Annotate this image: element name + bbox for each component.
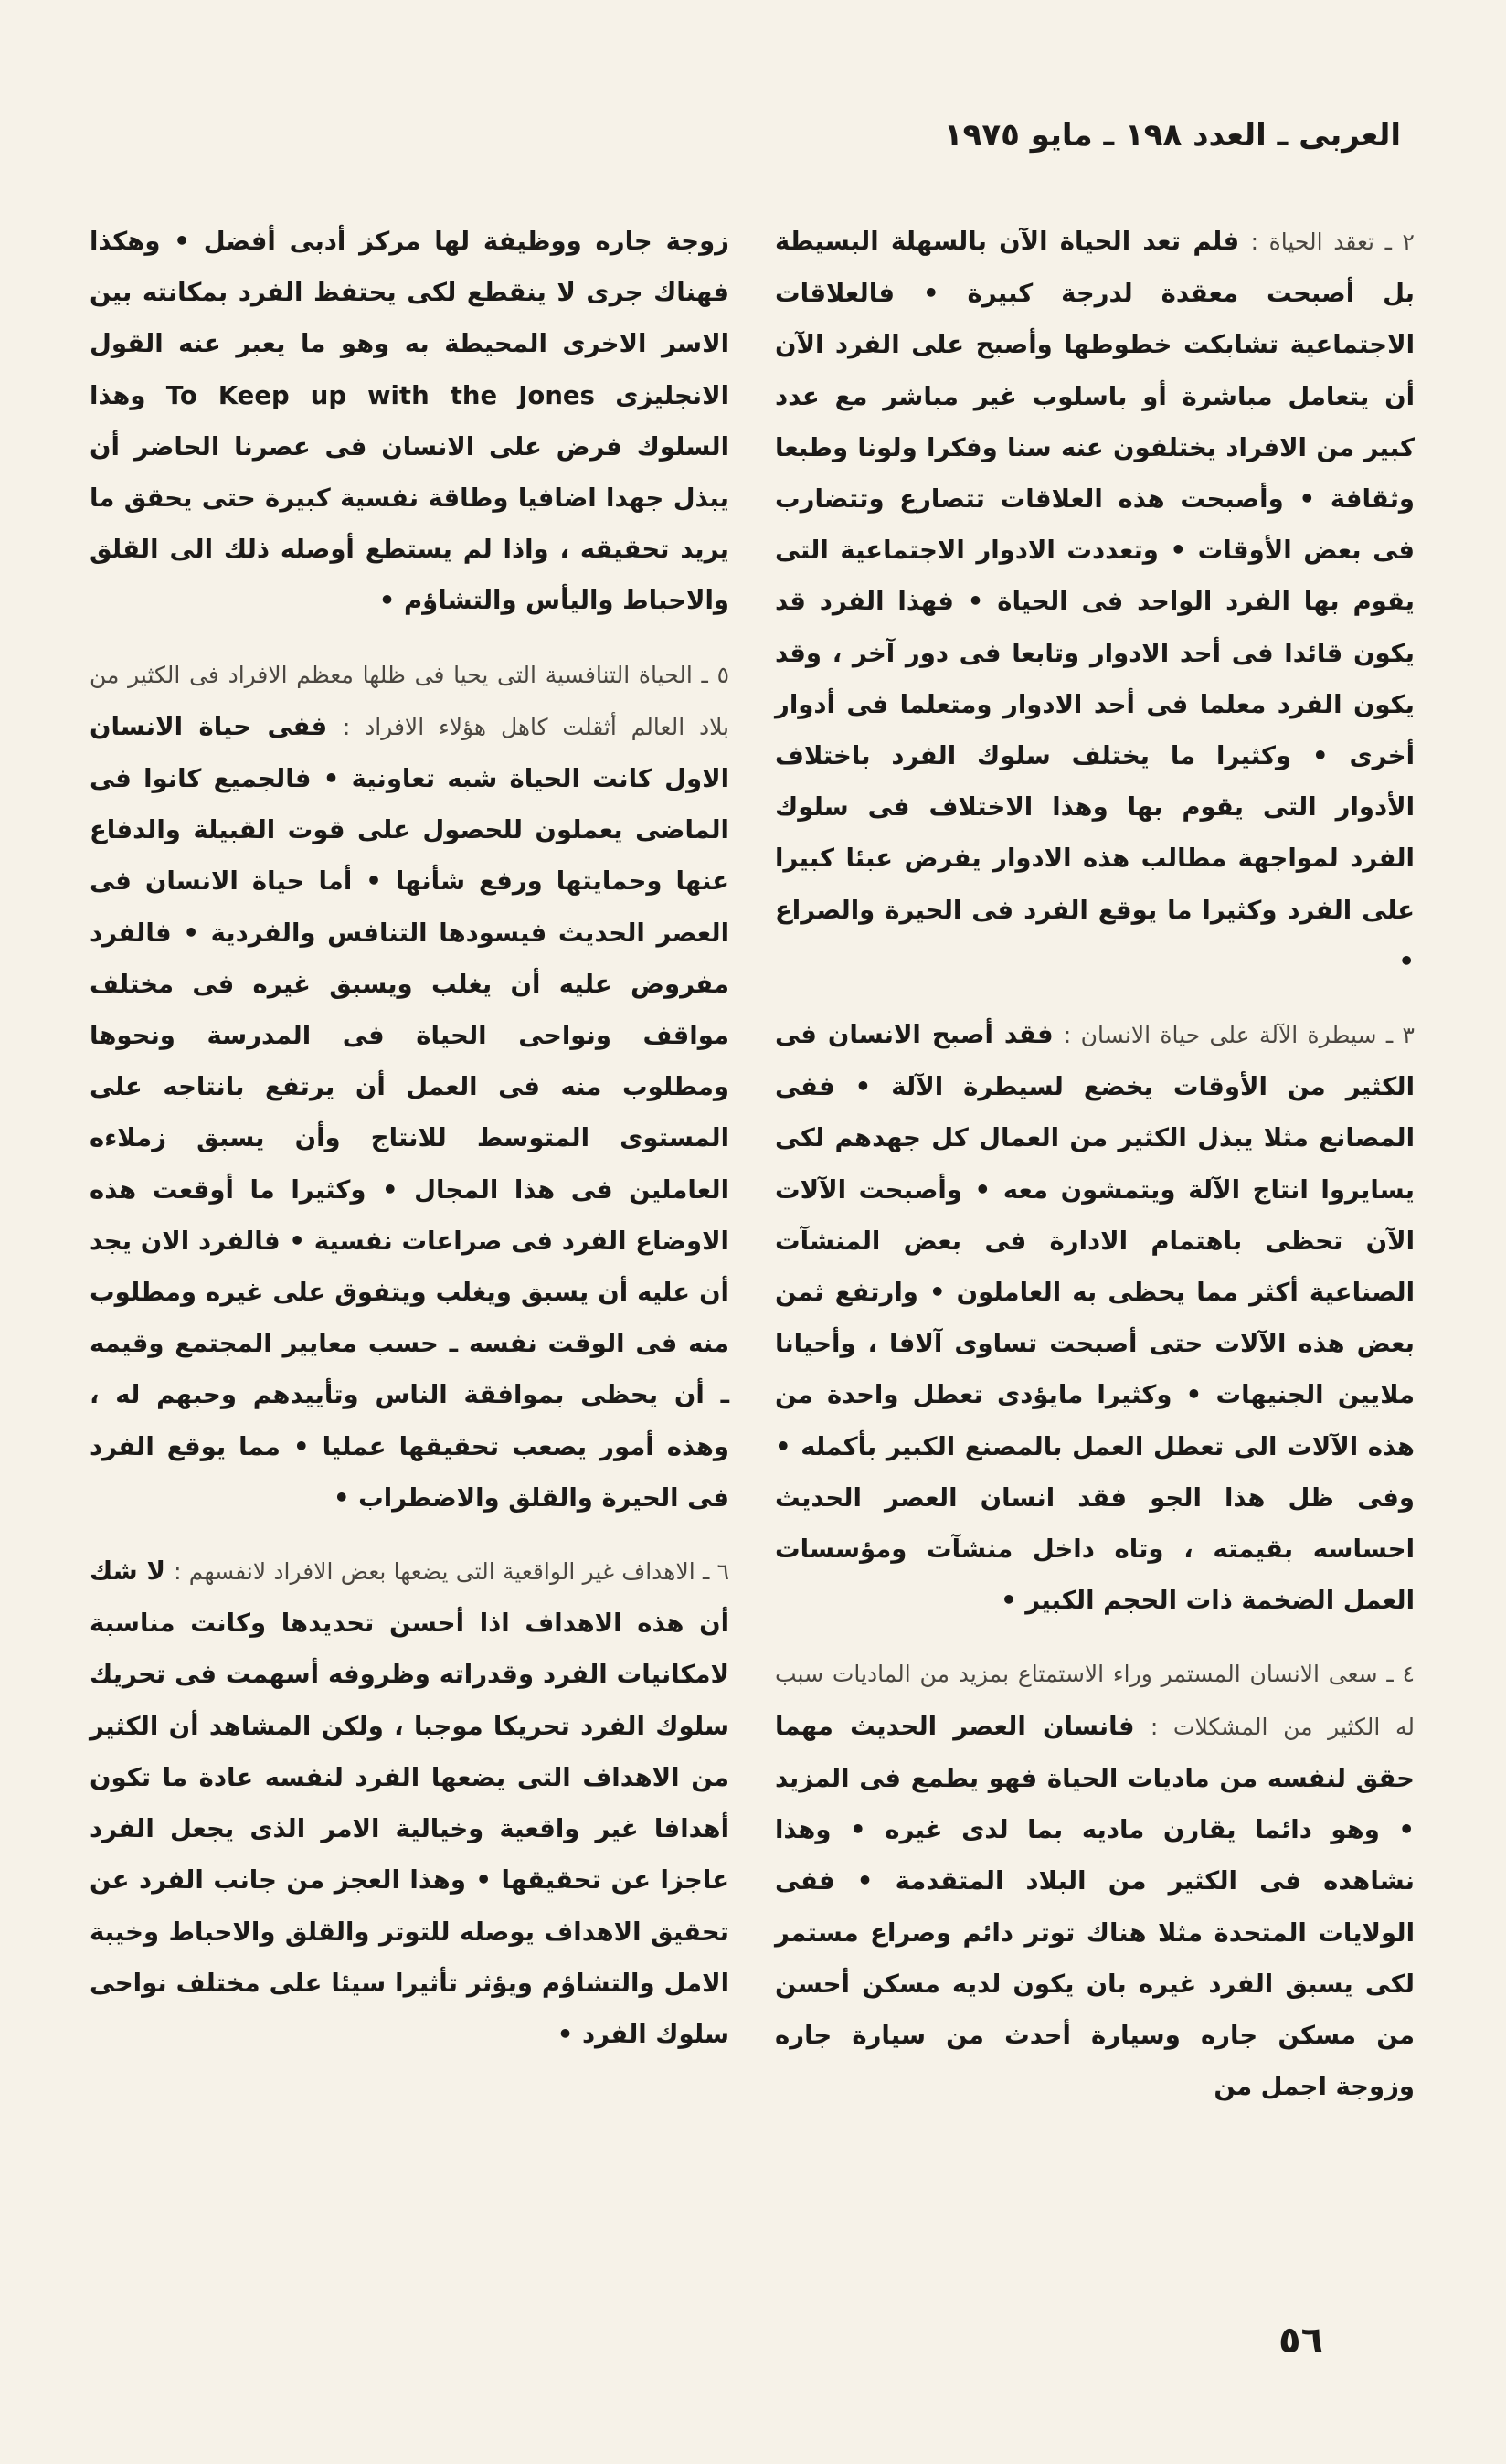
paragraph-2-text: فلم تعد الحياة الآن بالسهلة البسيطة بل أصبحت معقدة لدرجة كبيرة • فالعلاقات الاجتماعية تشابكت خطوطها وأصبح على الفرد الآن أن يتعامل مباشرة أو باسلوب غير مباشر مع عدد كبير من الافراد يختلفون عنه سنا وفكرا ولونا وطبعا وثقافة • وأصبحت هذه العلاقات تتصارع وتتضارب فى بعض الأوقات • وتعددت الادوار الاجتماعية التى يقوم بها الفرد الواحد فى الحياة • فهذا الفرد قد يكون قائدا فى أحد الادوار وتابعا فى دور آخر ، وقد يكون الفرد معلما فى أحد الادوار ومتعلما فى أدوار أخرى • وكثيرا ما يختلف سلوك الفرد باختلاف الأدوار التى يقوم بها وهذا الاختلاف فى سلوك الفرد لمواجهة مطالب هذه الادوار يفرض عبئا كبيرا على الفرد وكثيرا ما يوقع الفرد فى الحيرة والصراع • xyxy=(775,227,1415,976)
paragraph-3-heading: ٣ ـ سيطرة الآلة على حياة الانسان : xyxy=(1063,1022,1415,1049)
paragraph-5 xyxy=(90,649,729,1524)
english-phrase: To Keep up with the Jones xyxy=(165,380,595,410)
paragraph-2 xyxy=(775,216,1415,987)
paragraph-5-heading: ٥ ـ الحياة التنافسية التى يحيا فى ظلها معظم الافراد فى الكثير من بلاد العالم أثقلت كاهل هؤلاء الافراد : xyxy=(90,661,729,740)
paragraph-6-heading: ٦ ـ الاهداف غير الواقعية التى يضعها بعض الافراد لانفسهم : xyxy=(174,1558,729,1586)
paragraph-6-text: لا شك أن هذه الاهداف اذا أحسن تحديدها وكانت مناسبة لامكانيات الفرد وقدراته وظروفه أسهمت فى تحريك سلوك الفرد تحريكا موجبا ، ولكن المشاهد أن الكثير من الاهداف التى يضعها الفرد لنفسه عادة ما تكون أهدافا غير واقعية وخيالية الامر الذى يجعل الفرد عاجزا عن تحقيقها • وهذا العجز من جانب الفرد عن تحقيق الاهداف يوصله للتوتر والقلق والاحباط وخيبة الامل والتشاؤم ويؤثر تأثيرا سيئا على مختلف نواحى سلوك الفرد • xyxy=(90,1556,729,2049)
right-column xyxy=(775,216,1415,2112)
paragraph-3-text: فقد أصبح الانسان فى الكثير من الأوقات يخضع لسيطرة الآلة • ففى المصانع مثلا يبذل الكثير من العمال كل جهدهم لكى يسايروا انتاج الآلة ويتمشون معه • وأصبحت الآلات الآن تحظى باهتمام الادارة فى بعض المنشآت الصناعية أكثر مما يحظى به العاملون • وارتفع ثمن بعض هذه الآلات حتى أصبحت تساوى آلافا ، وأحيانا ملايين الجنيهات • وكثيرا مايؤدى تعطل واحدة من هذه الآلات الى تعطل العمل بالمصنع الكبير بأكمله • وفى ظل هذا الجو فقد انسان العصر الحديث احساسه بقيمته ، وتاه داخل منشآت ومؤسسات العمل الضخمة ذات الحجم الكبير • xyxy=(775,1020,1415,1616)
paragraph-4-continued xyxy=(90,216,729,627)
left-column xyxy=(90,216,729,2060)
paragraph-4-text: فانسان العصر الحديث مهما حقق لنفسه من ماديات الحياة فهو يطمع فى المزيد • وهو دائما يقارن ماديه بما لدى غيره • وهذا نشاهده فى الكثير من البلاد المتقدمة • ففى الولايات المتحدة مثلا هناك توتر دائم وصراع مستمر لكى يسبق الفرد غيره بان يكون لديه مسكن أحسن من مسكن جاره وسيارة أحدث من سيارة جاره وزوجة اجمل من xyxy=(775,1711,1415,2102)
paragraph-4-continued-text: زوجة جاره ووظيفة لها مركز أدبى أفضل • وهكذا فهناك جرى لا ينقطع لكى يحتفظ الفرد بمكانته بين الاسر الاخرى المحيطة به وهو ما يعبر عنه القول الانجليزى xyxy=(90,227,729,410)
page-number: ٥٦ xyxy=(1278,2320,1323,2362)
paragraph-2-heading: ٢ ـ تعقد الحياة : xyxy=(1250,228,1415,255)
paragraph-5-text: ففى حياة الانسان الاول كانت الحياة شبه تعاونية • فالجميع كانوا فى الماضى يعملون للحصول على قوت القبيلة والدفاع عنها وحمايتها ورفع شأنها • أما حياة الانسان فى العصر الحديث فيسودها التنافس والفردية • فالفرد مفروض عليه أن يغلب ويسبق غيره فى مختلف مواقف ونواحى الحياة فى المدرسة ونحوها ومطلوب منه فى العمل أن يرتفع بانتاجه على المستوى المتوسط للانتاج وأن يسبق زملاءه العاملين فى هذا المجال • وكثيرا ما أوقعت هذه الاوضاع الفرد فى صراعات نفسية • فالفرد الان يجد أن عليه أن يسبق ويغلب ويتفوق على غيره ومطلوب منه فى الوقت نفسه ـ حسب معايير المجتمع وقيمه ـ أن يحظى بموافقة الناس وتأييدهم وحبهم له ، وهذه أمور يصعب تحقيقها عمليا • مما يوقع الفرد فى الحيرة والقلق والاضطراب • xyxy=(90,711,729,1513)
paragraph-4-continued-text-2: وهذا السلوك فرض على الانسان فى عصرنا الحاضر أن يبذل جهدا اضافيا وطاقة نفسية كبيرة حتى يحقق ما يريد تحقيقه ، واذا لم يستطع أوصله ذلك الى القلق والاحباط واليأس والتشاؤم • xyxy=(90,380,729,616)
running-header: العربى ـ العدد ١٩٨ ـ مايو ١٩٧٥ xyxy=(943,117,1401,154)
paragraph-3 xyxy=(775,1009,1415,1626)
paragraph-4-heading: ٤ ـ سعى الانسان المستمر وراء الاستمتاع بمزيد من الماديات سبب له الكثير من المشكلات : xyxy=(775,1661,1415,1740)
paragraph-4 xyxy=(775,1648,1415,2112)
paragraph-6 xyxy=(90,1545,729,2060)
